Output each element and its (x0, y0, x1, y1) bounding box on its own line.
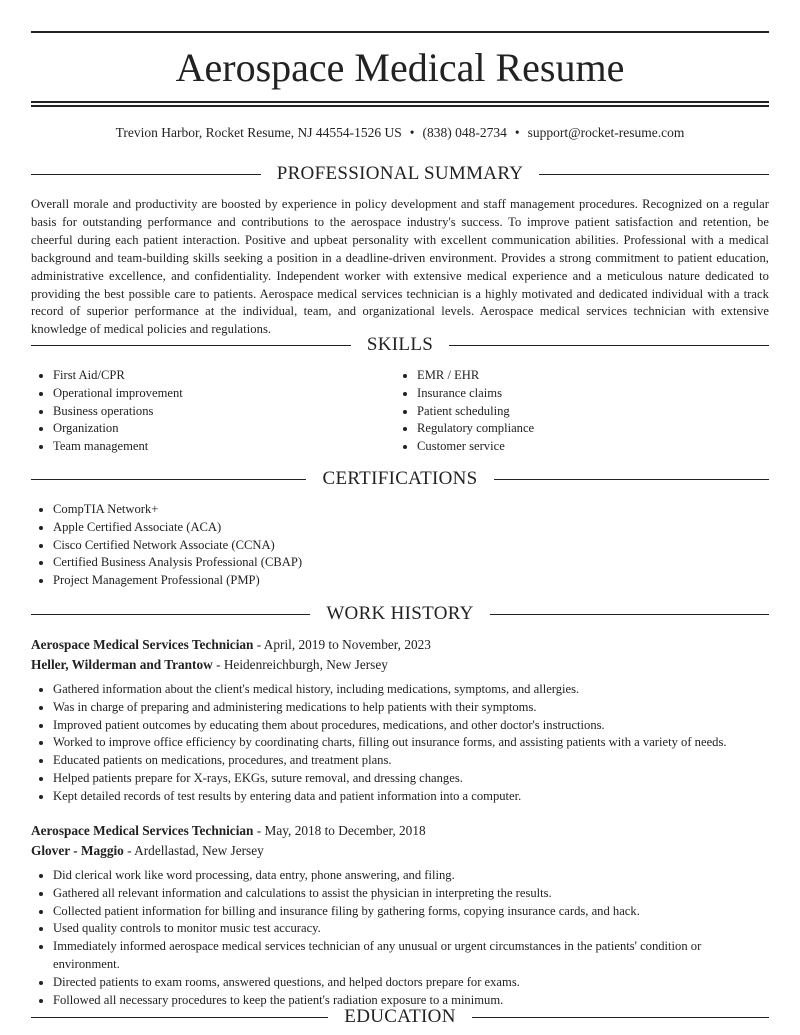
section-title: CERTIFICATIONS (322, 468, 478, 489)
job-location: - Heidenreichburgh, New Jersey (212, 657, 388, 672)
job-bullet: • Collected patient information for billing and insurance filing by gathering forms, copying insurance cards, and hack. (53, 903, 769, 921)
job-company: Heller, Wilderman and Trantow (31, 657, 213, 672)
heading-rule (31, 345, 351, 346)
top-rule (31, 31, 769, 33)
section-title: PROFESSIONAL SUMMARY (276, 163, 524, 184)
certification-item: • Apple Certified Associate (ACA) (53, 519, 531, 537)
contact-separator: • (514, 125, 520, 140)
certification-item: • Cisco Certified Network Associate (CCNA) (53, 537, 531, 555)
skill-item: • EMR / EHR (417, 367, 755, 385)
skill-item: • Regulatory compliance (417, 420, 755, 438)
job-company-line (31, 841, 769, 861)
section-title: SKILLS (366, 334, 434, 355)
heading-rule (31, 1017, 328, 1018)
job-entry (31, 821, 769, 1009)
section-heading-education (31, 1005, 769, 1029)
certification-item: • Certified Business Analysis Professional (CBAP) (53, 554, 531, 572)
section-heading-summary (31, 162, 769, 186)
heading-rule (31, 614, 310, 615)
title-rule-upper (31, 101, 769, 103)
section-heading-skills (31, 333, 769, 357)
job-bullet: • Immediately informed aerospace medical services technician of any unusual or urgent circumstances in the patients' condition or environment. (53, 938, 769, 974)
job-bullet: • Improved patient outcomes by educating them about procedures, medications, and other doctor's instructions. (53, 717, 769, 735)
job-bullet: • Followed all necessary procedures to keep the patient's radiation exposure to a minimum. (53, 992, 769, 1010)
job-company-line (31, 655, 769, 675)
certification-item: • CompTIA Network+ (53, 501, 531, 519)
job-bullet: • Kept detailed records of test results by entering data and patient information into a computer. (53, 788, 769, 806)
job-bullet: • Was in charge of preparing and administering medications to help patients with their symptoms. (53, 699, 769, 717)
section-heading-certifications (31, 467, 769, 491)
job-bullet: • Educated patients on medications, procedures, and treatment plans. (53, 752, 769, 770)
job-bullet: • Used quality controls to monitor music test accuracy. (53, 920, 769, 938)
section-heading-work-history (31, 602, 769, 626)
job-bullet: • Gathered information about the client's medical history, including medications, symptoms, and allergies. (53, 681, 769, 699)
contact-address: Trevion Harbor, Rocket Resume, NJ 44554-1526 US (115, 125, 402, 140)
job-title-line (31, 821, 769, 841)
heading-rule (31, 174, 261, 175)
certification-item: • Project Management Professional (PMP) (53, 572, 531, 590)
heading-rule (31, 479, 306, 480)
heading-rule (494, 479, 769, 480)
job-bullet: • Worked to improve office efficiency by coordinating charts, filling out insurance forms, and assisting patients with a variety of needs. (53, 734, 769, 752)
heading-rule (539, 174, 769, 175)
skill-item: • Organization (53, 420, 391, 438)
job-company: Glover - Maggio (31, 843, 124, 858)
skill-item: • First Aid/CPR (53, 367, 391, 385)
title-rule-lower (31, 105, 769, 107)
contact-separator: • (409, 125, 415, 140)
job-entry (31, 635, 769, 806)
skill-item: • Operational improvement (53, 385, 391, 403)
skill-item: • Business operations (53, 403, 391, 421)
heading-rule (449, 345, 769, 346)
section-title: WORK HISTORY (326, 603, 474, 624)
job-bullet: • Directed patients to exam rooms, answered questions, and helped doctors prepare for exams. (53, 974, 769, 992)
job-bullet: • Gathered all relevant information and calculations to assist the physician in interpreting the results. (53, 885, 769, 903)
skills-list-left (31, 367, 391, 456)
job-location: - Ardellastad, New Jersey (123, 843, 264, 858)
skill-item: • Insurance claims (417, 385, 755, 403)
heading-rule (472, 1017, 769, 1018)
certifications-list (31, 501, 531, 590)
skill-item: • Patient scheduling (417, 403, 755, 421)
job-title: Aerospace Medical Services Technician (31, 637, 254, 652)
contact-line (31, 124, 769, 142)
skill-item: • Team management (53, 438, 391, 456)
job-dates: - April, 2019 to November, 2023 (253, 637, 431, 652)
job-dates: - May, 2018 to December, 2018 (253, 823, 426, 838)
job-bullet: • Helped patients prepare for X-rays, EKGs, suture removal, and dressing changes. (53, 770, 769, 788)
professional-summary: Overall morale and productivity are boosted by experience in policy development and staff management procedures. Recognized on a regular basis for outstanding performance and contributions to the aerospace industry's success. To improve patient satisfaction and retention, be cheerful during each patient interaction. Positive and upbeat personality with excellent communication abilities. Professional with a medical background and team-building skills seeking a position in a deadline-driven environment. Provides a strong commitment to patient education, administrative excellence, and confidentiality. Independent worker with extensive medical experience and a meticulous nature dedicated to providing the best possible care to patients. Aerospace medical services technician is a highly motivated and dedicated individual with a track record of superior performance at the individual, team, and organizational levels. Aerospace medical services technician with extensive knowledge of medical policies and regulations. (31, 197, 769, 337)
section-title: EDUCATION (344, 1006, 456, 1027)
job-title-line (31, 635, 769, 655)
heading-rule (490, 614, 769, 615)
job-title: Aerospace Medical Services Technician (31, 823, 254, 838)
job-bullet: • Did clerical work like word processing, data entry, phone answering, and filing. (53, 867, 769, 885)
resume-title: Aerospace Medical Resume (175, 45, 625, 90)
skills-list-right (395, 367, 755, 456)
contact-phone: (838) 048-2734 (422, 125, 507, 140)
skill-item: • Customer service (417, 438, 755, 456)
contact-email: support@rocket-resume.com (527, 125, 685, 140)
